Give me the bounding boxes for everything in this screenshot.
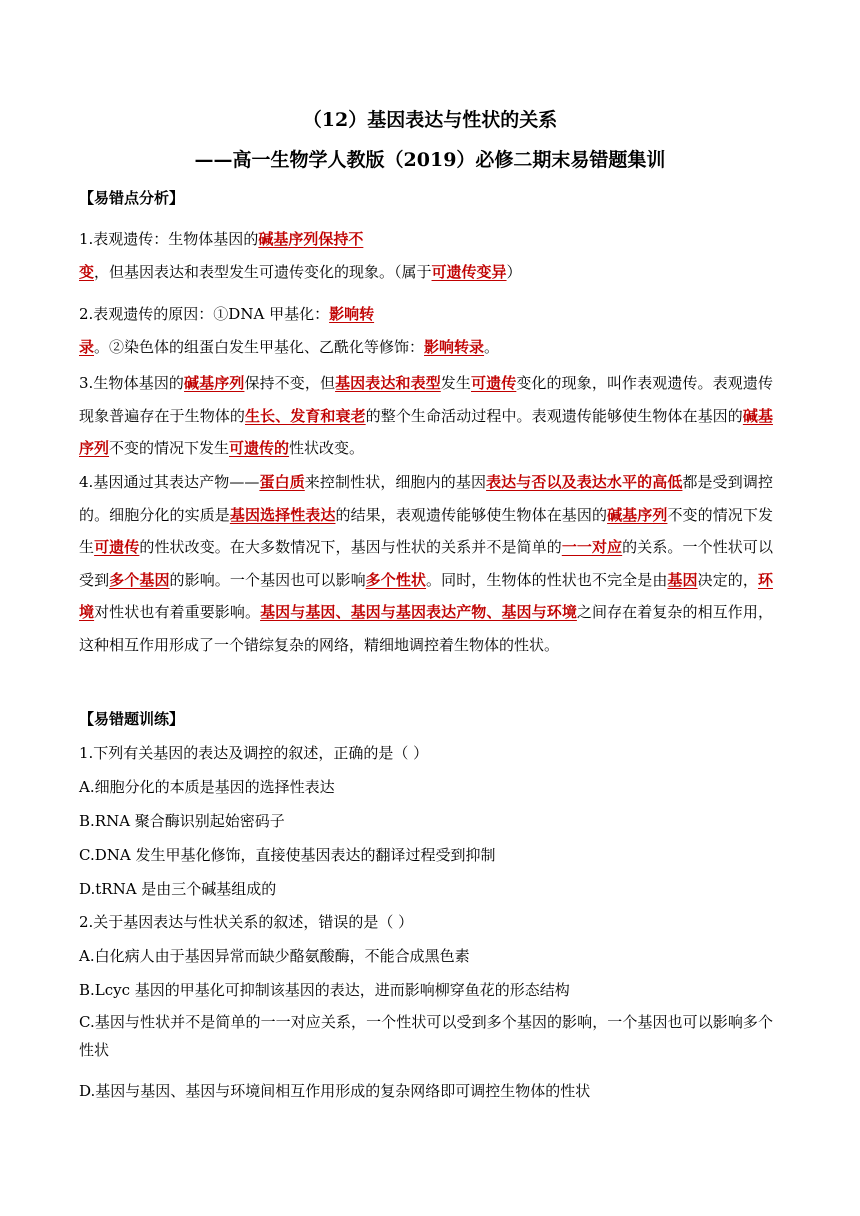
key-term: 可遗传变异 (431, 262, 507, 281)
key-term: 变 (79, 262, 95, 281)
key-term: 碱基序列 (79, 406, 773, 457)
paragraph-text: 不变的情况下发生 (79, 505, 773, 556)
question-2-option-a: A.白化病人由于基因异常而缺少酪氨酸酶，不能合成黑色素 (79, 947, 470, 965)
key-term: 表达与否以及表达水平的高低 (486, 473, 683, 491)
question-1-option-c: C.DNA 发生甲基化修饰，直接使基因表达的翻译过程受到抑制 (79, 846, 496, 864)
key-term: 可遗传 (471, 374, 517, 392)
paragraph-text: 的关系。一个性状可以受到 (79, 538, 773, 589)
paragraph-text: 发生 (440, 374, 472, 392)
key-term: 碱基序列 (607, 505, 668, 524)
paragraph-text: 之间存在着复杂的相互作用，这种相互作用形成了一个错综复杂的网络，精细地调控着生物体的性状。 (79, 603, 773, 654)
key-term: 录 (79, 337, 95, 356)
paragraph-text: ） (506, 262, 522, 281)
question-1-option-d: D.tRNA 是由三个碱基组成的 (79, 880, 277, 898)
key-term: 影响转 (329, 305, 375, 323)
paragraph-text: 变化的现象，叫作表观遗传。表观遗传现象普遍存在于生物体的 (79, 374, 773, 425)
paragraph-text: 不变的情况下发生 (109, 439, 230, 457)
paragraph-text: 性状改变。 (289, 439, 365, 457)
key-term: 多个性状 (365, 570, 427, 589)
key-term: 一一对应 (561, 538, 623, 556)
key-term: 碱基序列保持不 (258, 230, 364, 248)
key-term: 基因与基因、基因与基因表达产物、基因与环境 (260, 603, 577, 621)
analysis-point-1 (79, 223, 773, 288)
question-2-option-d: D.基因与基因、基因与环境间相互作用形成的复杂网络即可调控生物体的性状 (79, 1082, 591, 1100)
paragraph-text: 来控制性状，细胞内的基因 (304, 473, 487, 491)
document-subtitle: ——高一生物学人教版（2019）必修二期末易错题集训 (194, 149, 666, 171)
paragraph-text: 的整个生命活动过程中。表观遗传能够使生物体在基因的 (365, 406, 743, 425)
paragraph-text: 。同时，生物体的性状也不完全是由 (426, 570, 668, 589)
key-term: 蛋白质 (259, 473, 305, 491)
key-term: 碱基序列 (184, 374, 245, 392)
paragraph-text: 4.基因通过其表达产物—— (79, 473, 260, 491)
paragraph-text: 。 (484, 337, 500, 356)
key-term: 可遗传 (94, 538, 140, 556)
key-term: 可遗传的 (229, 439, 290, 457)
section-heading-analysis: 【易错点分析】 (79, 189, 185, 207)
key-term: 基因选择性表达 (229, 505, 336, 524)
question-1-option-b: B.RNA 聚合酶识别起始密码子 (79, 812, 285, 830)
question-2-option-b: B.Lcyc 基因的甲基化可抑制该基因的表达，进而影响柳穿鱼花的形态结构 (79, 981, 570, 999)
paragraph-text: 2.表观遗传的原因：①DNA 甲基化： (79, 305, 330, 323)
paragraph-text: ，但基因表达和表型发生可遗传变化的现象。（属于 (94, 262, 432, 281)
paragraph-text: 的结果，表观遗传能够使生物体在基因的 (335, 505, 608, 524)
analysis-point-4 (79, 466, 773, 661)
paragraph-text: 1.表观遗传：生物体基因的 (79, 230, 259, 248)
key-term: 基因表达和表型 (335, 374, 441, 392)
key-term: 环境 (79, 570, 773, 621)
paragraph-text: 。②染色体的组蛋白发生甲基化、乙酰化等修饰： (94, 337, 425, 356)
paragraph-text: 都是受到调控的。细胞分化的实质是 (79, 473, 773, 524)
question-2-option-c: C.基因与性状并不是简单的一一对应关系，一个性状可以受到多个基因的影响，一个基因也可以影响多个性状 (79, 1013, 773, 1059)
paragraph-text: 对性状也有着重要影响。 (94, 603, 261, 621)
paragraph-text: 的影响。一个基因也可以影响 (169, 570, 366, 589)
key-term: 多个基因 (109, 570, 170, 589)
paragraph-text: 的性状改变。在大多数情况下，基因与性状的关系并不是简单的 (139, 538, 562, 556)
analysis-point-2 (79, 298, 773, 363)
document-title: （12）基因表达与性状的关系 (302, 109, 558, 131)
paragraph-text: 3.生物体基因的 (79, 374, 185, 392)
question-2-stem: 2.关于基因表达与性状关系的叙述，错误的是（ ） (79, 913, 414, 931)
question-1-stem: 1.下列有关基因的表达及调控的叙述，正确的是（ ） (79, 744, 429, 762)
question-1-option-a: A.细胞分化的本质是基因的选择性表达 (79, 778, 335, 796)
section-heading-practice: 【易错题训练】 (79, 710, 185, 728)
key-term: 生长、发育和衰老 (244, 406, 366, 425)
analysis-point-3 (79, 367, 773, 465)
key-term: 基因 (667, 570, 698, 589)
paragraph-text: 决定的， (697, 570, 758, 589)
key-term: 影响转录 (424, 337, 485, 356)
paragraph-text: 保持不变，但 (244, 374, 336, 392)
